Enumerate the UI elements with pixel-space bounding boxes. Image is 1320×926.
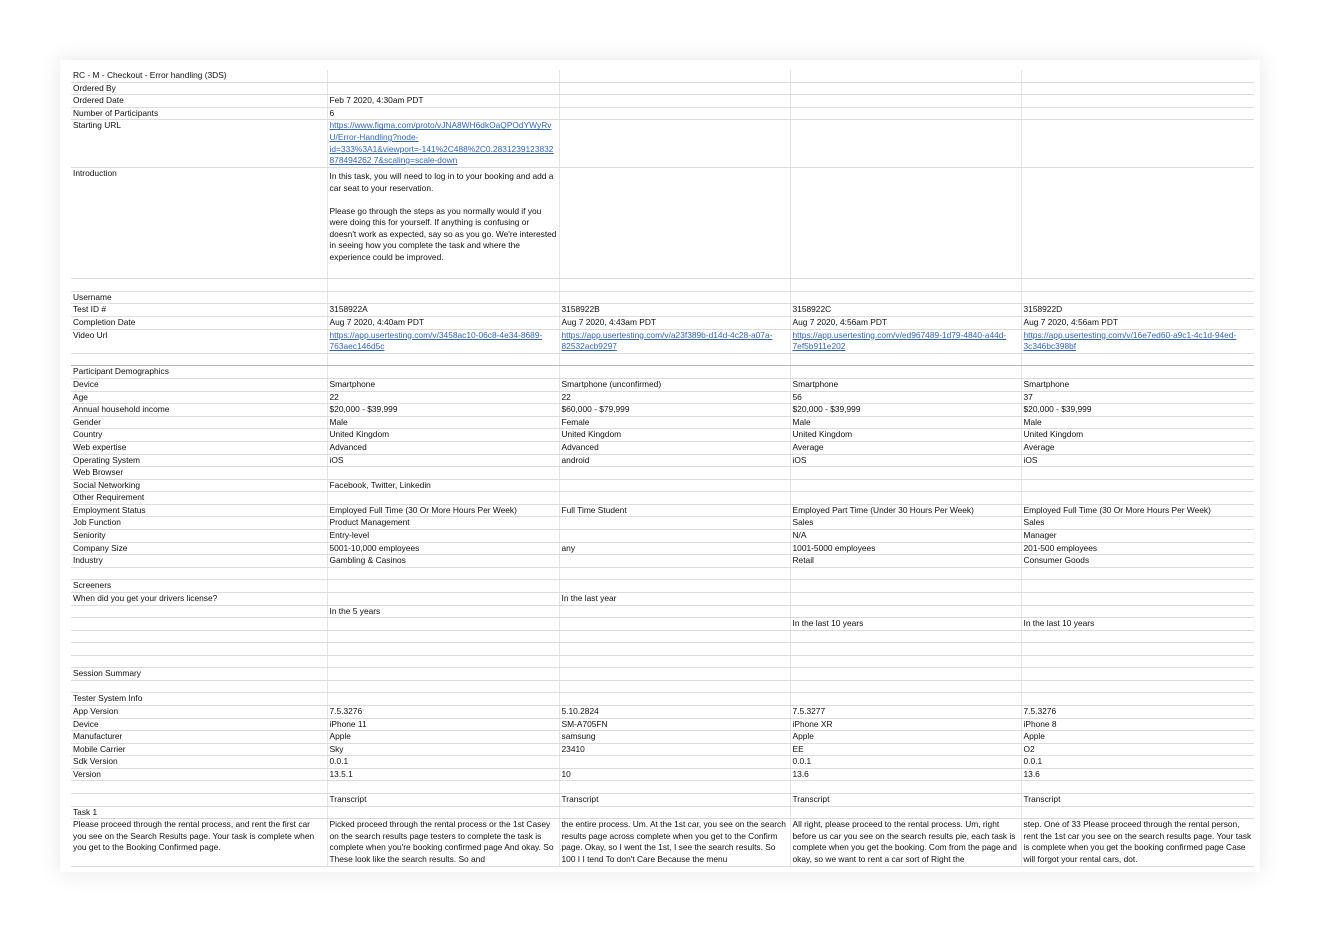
- demographic-row-cell: $20,000 - $39,999: [790, 404, 1021, 417]
- transcript-header-row: [71, 793, 1254, 806]
- demographic-row-cell: 22: [559, 391, 790, 404]
- demographic-row: [71, 454, 1254, 467]
- transcript-label: Transcript: [1021, 793, 1254, 806]
- system-info-row-cell: 0.0.1: [790, 756, 1021, 769]
- demographic-row-label: Employment Status: [71, 504, 327, 517]
- demographic-row-cell: $20,000 - $39,999: [1021, 404, 1254, 417]
- demographic-row-cell: [327, 492, 559, 505]
- test-id-cell: 3158922C: [790, 304, 1021, 317]
- participants-label: Number of Participants: [71, 107, 327, 120]
- system-info-row-cell: 23410: [559, 743, 790, 756]
- demographic-row-cell: Retail: [790, 555, 1021, 568]
- demographic-row-cell: [559, 530, 790, 543]
- system-info-rows: [71, 705, 1254, 781]
- demographic-row: [71, 542, 1254, 555]
- introduction-row: [71, 168, 1254, 279]
- sheet-title: RC - M - Checkout - Error handling (3DS): [71, 70, 327, 82]
- demographic-row-cell: Manager: [1021, 530, 1254, 543]
- test-id-cell: 3158922A: [327, 304, 559, 317]
- demographic-row-cell: Entry-level: [327, 530, 559, 543]
- demographic-row-cell: Sales: [790, 517, 1021, 530]
- demographic-row-label: Operating System: [71, 454, 327, 467]
- empty-row: [71, 353, 1254, 366]
- system-info-row-label: Mobile Carrier: [71, 743, 327, 756]
- results-table: [71, 70, 1254, 867]
- video-url-link[interactable]: https://app.usertesting.com/v/ed967489-1d79-4840-a44d-7ef5b911e202: [792, 329, 1007, 352]
- screener-answer: In the last year: [559, 592, 790, 605]
- transcript-label: Transcript: [327, 793, 559, 806]
- empty-row: [71, 567, 1254, 580]
- demographic-row-cell: Advanced: [327, 441, 559, 454]
- demographic-row: [71, 429, 1254, 442]
- demographic-row-label: Social Networking: [71, 479, 327, 492]
- demographic-row: [71, 555, 1254, 568]
- video-url-row: [71, 329, 1254, 353]
- introduction-paragraph-2: Please go through the steps as you normally would if you were doing this for yourself. If anything is confusing or doesn't work as expected, say so as you go. We're interested in seeing how you complete the task and where the experience could be improved.: [329, 205, 557, 262]
- demographic-row-cell: [559, 492, 790, 505]
- demographic-row-cell: [327, 467, 559, 480]
- test-id-label: Test ID #: [71, 304, 327, 317]
- demographic-row-cell: 56: [790, 391, 1021, 404]
- task-label: Task 1: [71, 806, 327, 819]
- demographic-row: [71, 404, 1254, 417]
- participants-value: 6: [327, 107, 559, 120]
- system-info-row-cell: 13.6: [1021, 768, 1254, 781]
- system-info-row-label: App Version: [71, 705, 327, 718]
- demographic-row-cell: United Kingdom: [790, 429, 1021, 442]
- demographic-row-cell: Sales: [1021, 517, 1254, 530]
- system-info-row-cell: 7.5.3276: [327, 705, 559, 718]
- system-info-row: [71, 718, 1254, 731]
- demographic-row-cell: $60,000 - $79,999: [559, 404, 790, 417]
- system-info-row-cell: 7.5.3277: [790, 705, 1021, 718]
- demographic-row-cell: Average: [1021, 441, 1254, 454]
- transcript-text: the entire process. Um. At the 1st car, you see on the search results page across complete when you get to the Confirm page. Okay, so I went the 1st, I see the search results. So 100 I I tend To don't Care Because the menu: [559, 819, 790, 866]
- system-info-row: [71, 768, 1254, 781]
- system-info-row-cell: 0.0.1: [327, 756, 559, 769]
- system-info-row-label: Manufacturer: [71, 731, 327, 744]
- demographic-row: [71, 504, 1254, 517]
- demographic-row-cell: Employed Part Time (Under 30 Hours Per Week): [790, 504, 1021, 517]
- demographic-row-cell: [559, 517, 790, 530]
- video-url-label: Video Url: [71, 329, 327, 353]
- ordered-date-value: Feb 7 2020, 4:30am PDT: [327, 95, 559, 108]
- system-info-row-cell: Apple: [327, 731, 559, 744]
- demographic-row-cell: United Kingdom: [327, 429, 559, 442]
- introduction-text: [327, 168, 559, 279]
- system-info-row: [71, 743, 1254, 756]
- transcript-label: Transcript: [559, 793, 790, 806]
- demographic-row-cell: iOS: [327, 454, 559, 467]
- demographic-row-cell: Employed Full Time (30 Or More Hours Per Week): [1021, 504, 1254, 517]
- demographic-row-cell: Employed Full Time (30 Or More Hours Per Week): [327, 504, 559, 517]
- demographic-row: [71, 378, 1254, 391]
- demographic-row-cell: [559, 467, 790, 480]
- empty-row: [71, 680, 1254, 693]
- task-description: Please proceed through the rental process, and rent the first car you see on the Search Results page. Your task is complete when you get to the Booking Confirmed page.: [71, 819, 327, 866]
- ordered-date-row: [71, 95, 1254, 108]
- demographic-row-cell: [1021, 492, 1254, 505]
- username-label: Username: [71, 291, 327, 304]
- transcript-text: Picked proceed through the rental process or the 1st Casey on the search results page testers to complete the task is complete when you're booking confirmed page And okay. So These look like the search results. So and: [327, 819, 559, 866]
- system-info-row-cell: 13.6: [790, 768, 1021, 781]
- demographic-row-cell: Facebook, Twitter, Linkedin: [327, 479, 559, 492]
- demographic-row-cell: [790, 479, 1021, 492]
- empty-row: [71, 781, 1254, 794]
- demographic-row-cell: Smartphone: [327, 378, 559, 391]
- screener-answer-row: [71, 618, 1254, 631]
- system-info-row-label: Version: [71, 768, 327, 781]
- demographic-row-cell: [1021, 467, 1254, 480]
- system-info-row-cell: Apple: [790, 731, 1021, 744]
- system-info-row-cell: Sky: [327, 743, 559, 756]
- demographic-row: [71, 441, 1254, 454]
- starting-url-row: [71, 120, 1254, 168]
- empty-row: [71, 279, 1254, 292]
- system-info-row: [71, 756, 1254, 769]
- demographic-row-label: Web Browser: [71, 467, 327, 480]
- demographic-row-cell: Male: [790, 416, 1021, 429]
- completion-date-cell: Aug 7 2020, 4:56am PDT: [1021, 317, 1254, 330]
- system-info-row-label: Sdk Version: [71, 756, 327, 769]
- demographic-row-cell: [790, 492, 1021, 505]
- empty-row: [71, 630, 1254, 643]
- demographic-row-cell: 201-500 employees: [1021, 542, 1254, 555]
- screeners-section-label: Screeners: [71, 580, 327, 593]
- demographic-row-cell: 5001-10,000 employees: [327, 542, 559, 555]
- demographic-row-cell: Female: [559, 416, 790, 429]
- demographics-header-row: [71, 366, 1254, 379]
- demographics-rows: [71, 378, 1254, 567]
- empty-row: [71, 655, 1254, 668]
- demographic-row-cell: [559, 555, 790, 568]
- screener-answer: In the 5 years: [327, 605, 559, 618]
- demographic-row-label: Industry: [71, 555, 327, 568]
- demographic-row-cell: Smartphone (unconfirmed): [559, 378, 790, 391]
- demographic-row-cell: $20,000 - $39,999: [327, 404, 559, 417]
- completion-date-cell: Aug 7 2020, 4:43am PDT: [559, 317, 790, 330]
- transcript-text: All right, please proceed to the rental process. Um, right before us car you see on the search results pie, each task is complete when you get the booking. Com from the page and okay, so we want to rent a car sort of Right the: [790, 819, 1021, 866]
- demographic-row-cell: N/A: [790, 530, 1021, 543]
- demographic-row-cell: Advanced: [559, 441, 790, 454]
- demographic-row-label: Seniority: [71, 530, 327, 543]
- participants-row: [71, 107, 1254, 120]
- demographic-row-cell: iOS: [1021, 454, 1254, 467]
- system-info-row-cell: 5.10.2824: [559, 705, 790, 718]
- completion-date-cell: Aug 7 2020, 4:40am PDT: [327, 317, 559, 330]
- demographic-row-cell: United Kingdom: [559, 429, 790, 442]
- screeners-header-row: [71, 580, 1254, 593]
- demographic-row-cell: Gambling & Casinos: [327, 555, 559, 568]
- screener-question-row: [71, 592, 1254, 605]
- system-info-row-cell: iPhone 8: [1021, 718, 1254, 731]
- demographic-row: [71, 391, 1254, 404]
- test-id-cell: 3158922B: [559, 304, 790, 317]
- task-row: [71, 819, 1254, 866]
- demographic-row-label: Other Requirement: [71, 492, 327, 505]
- demographic-row: [71, 467, 1254, 480]
- demographic-row: [71, 530, 1254, 543]
- system-info-row-cell: 0.0.1: [1021, 756, 1254, 769]
- completion-date-cell: Aug 7 2020, 4:56am PDT: [790, 317, 1021, 330]
- demographic-row-cell: United Kingdom: [1021, 429, 1254, 442]
- system-info-row-cell: Apple: [1021, 731, 1254, 744]
- introduction-label: Introduction: [71, 168, 327, 279]
- demographic-row-cell: Male: [1021, 416, 1254, 429]
- demographic-row: [71, 517, 1254, 530]
- screener-answer: In the last 10 years: [790, 618, 1021, 631]
- demographic-row-label: Age: [71, 391, 327, 404]
- demographic-row-cell: Male: [327, 416, 559, 429]
- starting-url-link[interactable]: https://www.figma.com/proto/vJNA8WH6dkOaQPOdYWyRvU/Error-Handling?node-id=333%3A1&viewport=-141%2C488%2C0.2831239123832878494262 7&scaling=scale-down: [329, 120, 554, 166]
- demographic-row-cell: Smartphone: [1021, 378, 1254, 391]
- demographic-row-label: Annual household income: [71, 404, 327, 417]
- session-summary-label: Session Summary: [71, 668, 327, 681]
- test-id-cell: 3158922D: [1021, 304, 1254, 317]
- demographic-row-label: Device: [71, 378, 327, 391]
- empty-row: [71, 643, 1254, 656]
- system-info-row-cell: 7.5.3276: [1021, 705, 1254, 718]
- demographic-row-cell: Full Time Student: [559, 504, 790, 517]
- demographic-row: [71, 479, 1254, 492]
- system-info-row-cell: iPhone 11: [327, 718, 559, 731]
- demographic-row: [71, 416, 1254, 429]
- demographic-row-cell: any: [559, 542, 790, 555]
- demographic-row-label: Company Size: [71, 542, 327, 555]
- demographic-row-cell: iOS: [790, 454, 1021, 467]
- session-summary-row: [71, 668, 1254, 681]
- spreadsheet-page: [60, 60, 1260, 872]
- username-row: [71, 291, 1254, 304]
- demographic-row-cell: Product Management: [327, 517, 559, 530]
- demographic-row: [71, 492, 1254, 505]
- video-url-link[interactable]: https://app.usertesting.com/v/3458ac10-06c8-4e34-8689-763aec146d5c: [329, 329, 543, 352]
- system-info-row-cell: 10: [559, 768, 790, 781]
- system-info-row: [71, 731, 1254, 744]
- demographics-section-label: Participant Demographics: [71, 366, 327, 379]
- screener-answer-row: [71, 605, 1254, 618]
- system-info-row-cell: iPhone XR: [790, 718, 1021, 731]
- demographic-row-cell: Consumer Goods: [1021, 555, 1254, 568]
- system-info-header-row: [71, 693, 1254, 706]
- screener-question: When did you get your drivers license?: [71, 592, 327, 605]
- demographic-row-label: Job Function: [71, 517, 327, 530]
- demographic-row-cell: android: [559, 454, 790, 467]
- demographic-row-cell: 37: [1021, 391, 1254, 404]
- title-row: [71, 70, 1254, 82]
- task-label-row: [71, 806, 1254, 819]
- ordered-date-label: Ordered Date: [71, 95, 327, 108]
- demographic-row-label: Web expertise: [71, 441, 327, 454]
- ordered-by-label: Ordered By: [71, 82, 327, 95]
- demographic-row-cell: [1021, 479, 1254, 492]
- system-info-row-cell: 13.5.1: [327, 768, 559, 781]
- demographic-row-cell: [559, 479, 790, 492]
- transcript-text: step. One of 33 Please proceed through the rental person, rent the 1st car you see on the search results page. Your task is complete when you get the booking confirmed page Case will forgot your rental cars, dot.: [1021, 819, 1254, 866]
- system-info-row-cell: O2: [1021, 743, 1254, 756]
- demographic-row-label: Gender: [71, 416, 327, 429]
- system-info-row-label: Device: [71, 718, 327, 731]
- screener-answer: In the last 10 years: [1021, 618, 1254, 631]
- system-info-row: [71, 705, 1254, 718]
- system-info-row-cell: [559, 756, 790, 769]
- demographic-row-cell: [790, 467, 1021, 480]
- transcript-label: Transcript: [790, 793, 1021, 806]
- completion-date-label: Completion Date: [71, 317, 327, 330]
- demographic-row-cell: 22: [327, 391, 559, 404]
- demographic-row-label: Country: [71, 429, 327, 442]
- test-id-row: [71, 304, 1254, 317]
- introduction-paragraph-1: In this task, you will need to log in to your booking and add a car seat to your reservation.: [329, 171, 554, 193]
- starting-url-label: Starting URL: [71, 120, 327, 168]
- system-info-row-cell: samsung: [559, 731, 790, 744]
- completion-date-row: [71, 317, 1254, 330]
- video-url-link[interactable]: https://app.usertesting.com/v/a23f389b-d14d-4c28-a07a-82532acb9297: [561, 329, 773, 352]
- system-info-section-label: Tester System Info: [71, 693, 327, 706]
- ordered-by-row: [71, 82, 1254, 95]
- demographic-row-cell: Average: [790, 441, 1021, 454]
- system-info-row-cell: SM-A705FN: [559, 718, 790, 731]
- demographic-row-cell: Smartphone: [790, 378, 1021, 391]
- system-info-row-cell: EE: [790, 743, 1021, 756]
- video-url-link[interactable]: https://app.usertesting.com/v/16e7ed60-a9c1-4c1d-94ed-3c346bc398bf: [1023, 329, 1237, 352]
- demographic-row-cell: 1001-5000 employees: [790, 542, 1021, 555]
